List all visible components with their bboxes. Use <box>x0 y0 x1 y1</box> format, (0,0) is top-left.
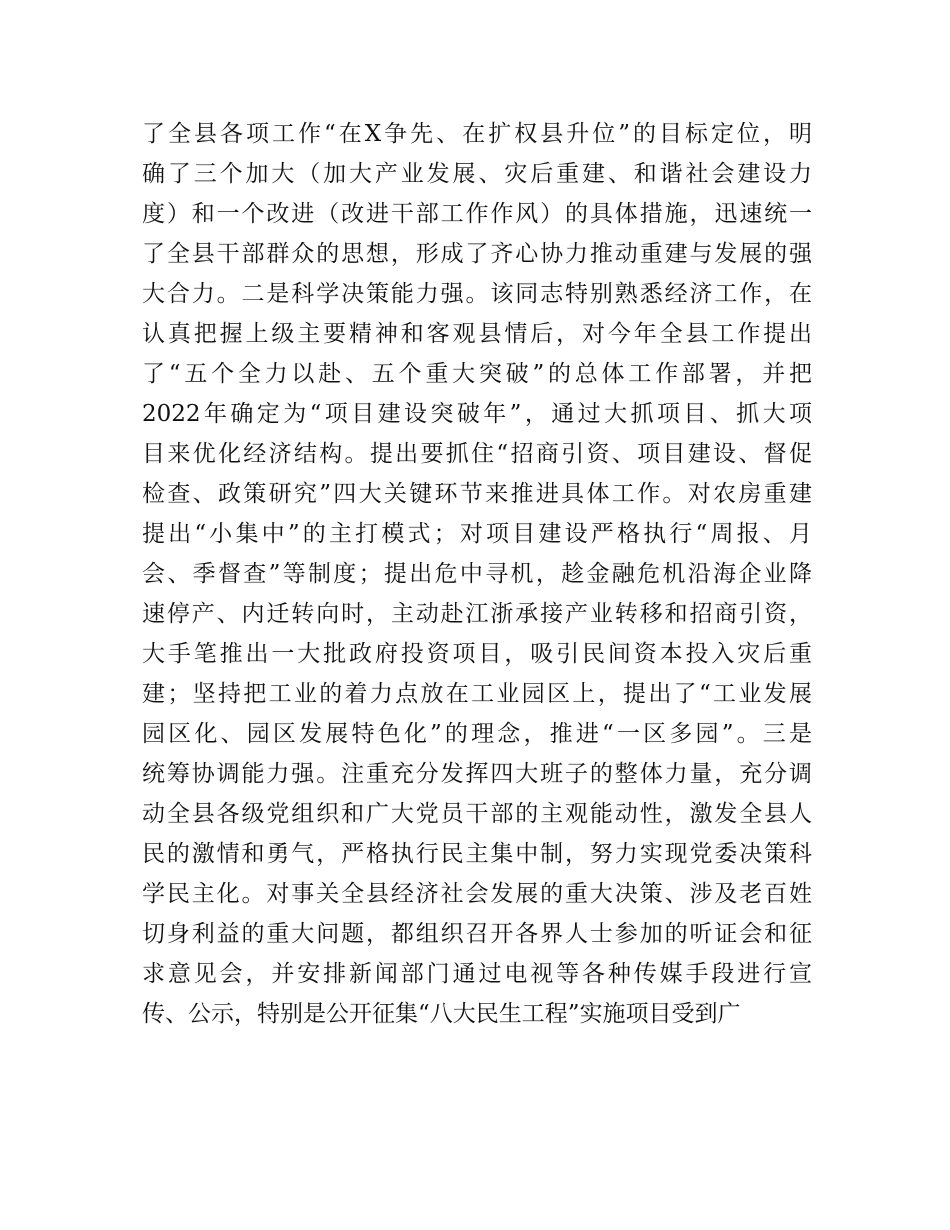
text-line: 切身利益的重大问题，都组织召开各界人士参加的听证会和征 <box>142 921 812 947</box>
text-line: 建；坚持把工业的着力点放在工业园区上，提出了“工业发展 <box>142 681 812 707</box>
text-line: 目来优化经济结构。提出要抓住“招商引资、项目建设、督促 <box>142 441 812 467</box>
text-line: 动全县各级党组织和广大党员干部的主观能动性，激发全县人 <box>142 801 812 827</box>
text-line: 2022年确定为“项目建设突破年”，通过大抓项目、抓大项 <box>142 401 812 427</box>
text-line: 了“五个全力以赴、五个重大突破”的总体工作部署，并把 <box>142 361 812 387</box>
text-line: 大手笔推出一大批政府投资项目，吸引民间资本投入灾后重 <box>142 641 812 667</box>
body-text <box>142 114 812 1034</box>
text-line: 园区化、园区发展特色化”的理念，推进“一区多园”。三是 <box>142 721 812 747</box>
text-line: 会、季督查”等制度；提出危中寻机，趁金融危机沿海企业降 <box>142 561 812 587</box>
text-line: 度）和一个改进（改进干部工作作风）的具体措施，迅速统一 <box>142 201 812 227</box>
text-line: 检查、政策研究”四大关键环节来推进具体工作。对农房重建 <box>142 481 812 507</box>
text-line: 了全县干部群众的思想，形成了齐心协力推动重建与发展的强 <box>142 241 812 267</box>
text-line: 认真把握上级主要精神和客观县情后，对今年全县工作提出 <box>142 321 812 347</box>
text-line: 速停产、内迁转向时，主动赴江浙承接产业转移和招商引资， <box>142 601 812 627</box>
text-line: 统筹协调能力强。注重充分发挥四大班子的整体力量，充分调 <box>142 761 812 787</box>
text-line: 了全县各项工作“在X争先、在扩权县升位”的目标定位，明 <box>142 121 812 147</box>
text-line: 提出“小集中”的主打模式；对项目建设严格执行“周报、月 <box>142 521 812 547</box>
text-line: 民的激情和勇气，严格执行民主集中制，努力实现党委决策科 <box>142 841 812 867</box>
text-line: 确了三个加大（加大产业发展、灾后重建、和谐社会建设力 <box>142 161 812 187</box>
text-line: 传、公示，特别是公开征集“八大民生工程”实施项目受到广 <box>142 1001 741 1027</box>
text-line: 学民主化。对事关全县经济社会发展的重大决策、涉及老百姓 <box>142 881 812 907</box>
text-line: 求意见会，并安排新闻部门通过电视等各种传媒手段进行宣 <box>142 961 812 987</box>
text-line: 大合力。二是科学决策能力强。该同志特别熟悉经济工作，在 <box>142 281 812 307</box>
